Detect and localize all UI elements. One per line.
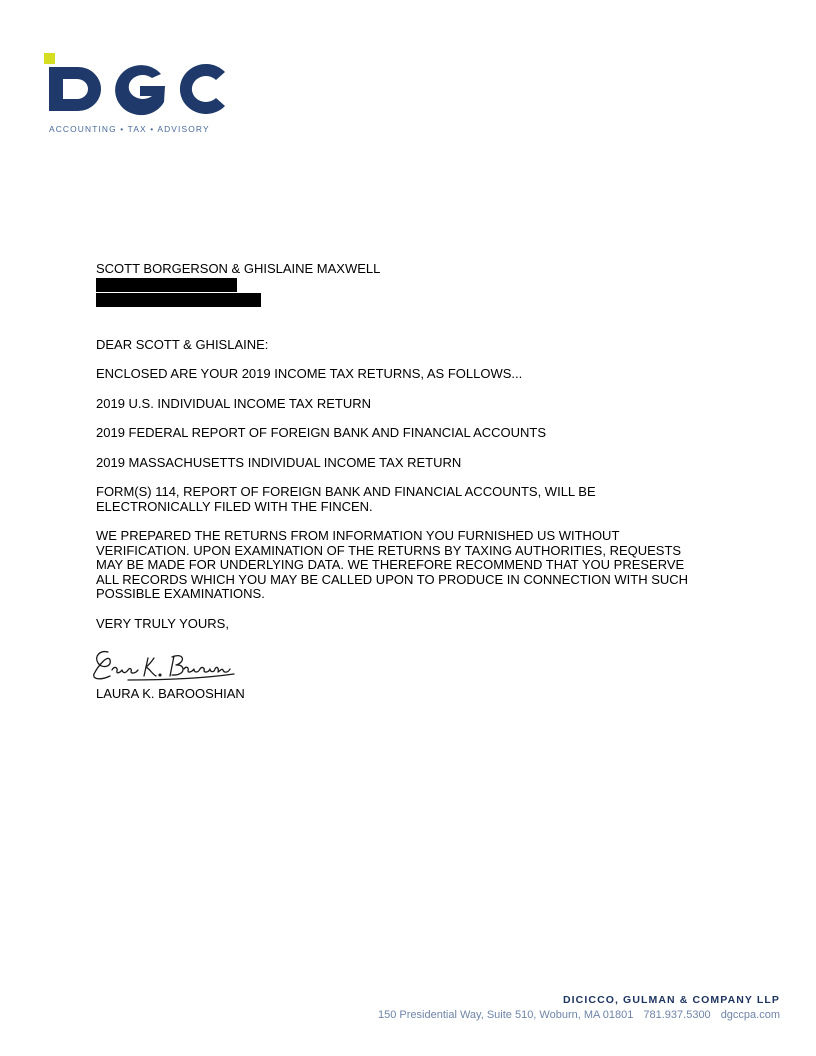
- disclaimer-line-2: VERIFICATION. UPON EXAMINATION OF THE RETURNS BY TAXING AUTHORITIES, REQUESTS: [96, 542, 682, 558]
- letter-body: [96, 262, 736, 631]
- disclaimer-line-5: POSSIBLE EXAMINATIONS.: [96, 586, 265, 601]
- return-item-2: 2019 FEDERAL REPORT OF FOREIGN BANK AND FINANCIAL ACCOUNTS: [96, 425, 547, 440]
- dgc-logo-mark: [44, 50, 234, 120]
- footer-address: 150 Presidential Way, Suite 510, Woburn, MA 01801: [378, 1009, 634, 1021]
- return-item-1: 2019 U.S. INDIVIDUAL INCOME TAX RETURN: [96, 395, 371, 411]
- logo-accent-square: [44, 53, 55, 64]
- closing: VERY TRULY YOURS,: [96, 615, 229, 631]
- footer-phone: 781.937.5300: [643, 1009, 711, 1021]
- redacted-address-line-2: [96, 293, 261, 307]
- disclaimer-line-4: ALL RECORDS WHICH YOU MAY BE CALLED UPON TO PRODUCE IN CONNECTION WITH SUCH: [96, 571, 689, 587]
- fbar-paragraph: [96, 485, 736, 514]
- logo-tagline: ACCOUNTING • TAX • ADVISORY: [49, 124, 210, 134]
- disclaimer-line-3: MAY BE MADE FOR UNDERLYING DATA. WE THEREFORE RECOMMEND THAT YOU PRESERVE: [96, 557, 685, 572]
- fbar-line-2: ELECTRONICALLY FILED WITH THE FINCEN.: [96, 498, 373, 514]
- signer-name: LAURA K. BAROOSHIAN: [96, 686, 245, 701]
- footer-contact: [378, 1009, 780, 1021]
- return-item-3: 2019 MASSACHUSETTS INDIVIDUAL INCOME TAX RETURN: [96, 454, 462, 470]
- handwritten-signature: [88, 636, 238, 688]
- disclaimer-paragraph: [96, 529, 736, 602]
- disclaimer-line-1: WE PREPARED THE RETURNS FROM INFORMATION YOU FURNISHED US WITHOUT: [96, 528, 620, 543]
- footer-website[interactable]: dgccpa.com: [720, 1009, 780, 1021]
- redacted-address-line-1: [96, 278, 237, 292]
- footer-firm-name: DICICCO, GULMAN & COMPANY LLP: [562, 994, 780, 1006]
- recipient-names: SCOTT BORGERSON & GHISLAINE MAXWELL: [96, 261, 381, 276]
- salutation: DEAR SCOTT & GHISLAINE:: [96, 336, 269, 352]
- company-logo: [44, 50, 234, 140]
- fbar-line-1: FORM(S) 114, REPORT OF FOREIGN BANK AND FINANCIAL ACCOUNTS, WILL BE: [96, 484, 596, 499]
- intro-line: ENCLOSED ARE YOUR 2019 INCOME TAX RETURNS, AS FOLLOWS...: [96, 366, 523, 381]
